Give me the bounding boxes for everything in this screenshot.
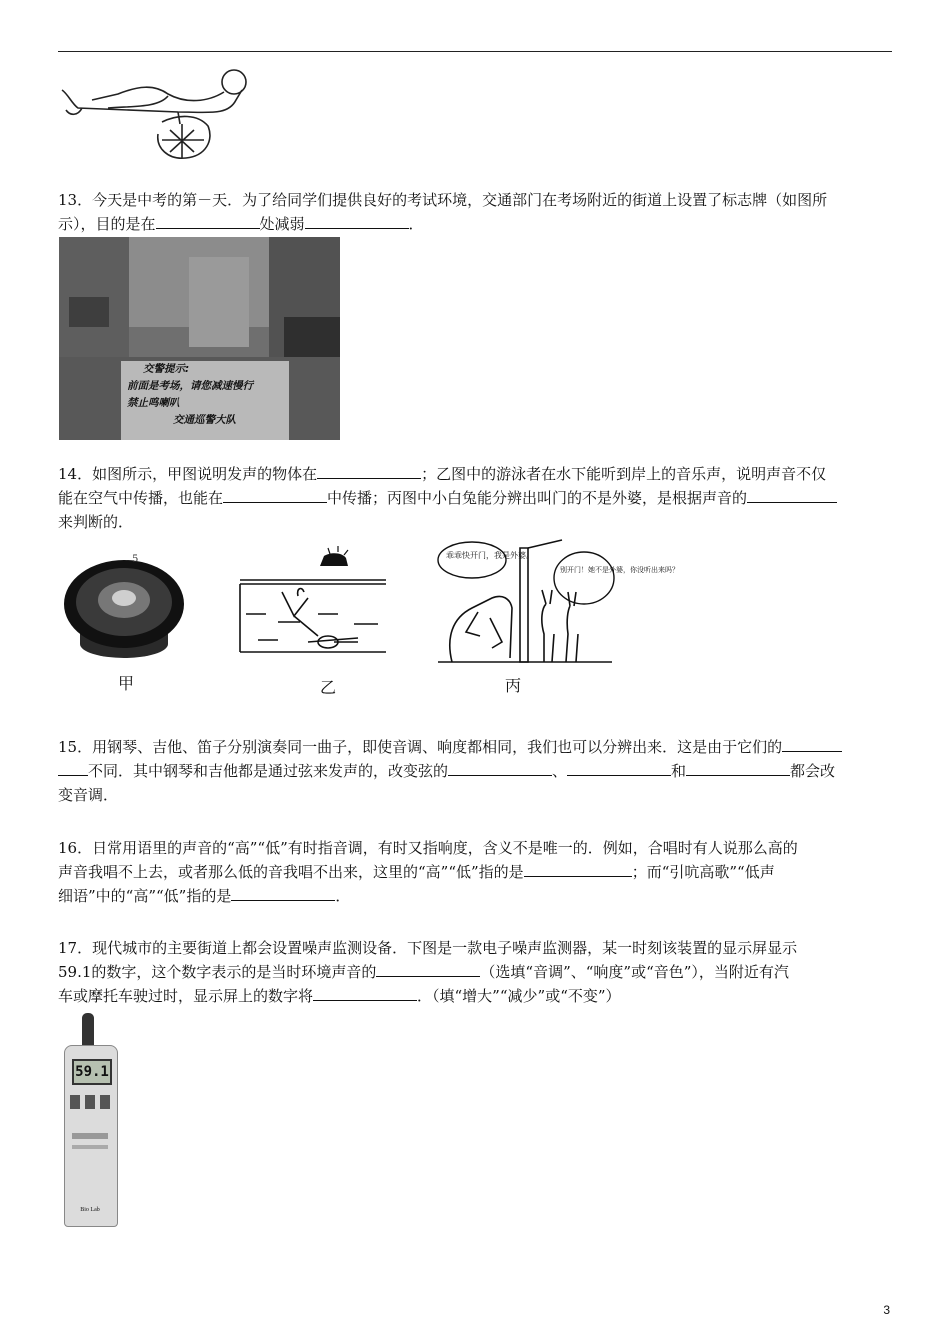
q14-line3: 来判断的．	[58, 513, 134, 531]
meter-knob-3	[100, 1095, 110, 1109]
q14-text-1: 14．如图所示，甲图说明发声的物体在	[58, 465, 318, 483]
q14-line1	[58, 462, 894, 486]
q15-line2	[58, 759, 894, 783]
speaker-figure	[62, 548, 186, 664]
q14-text-3: 能在空气中传播，也能在	[58, 489, 224, 507]
q15-line1	[58, 735, 894, 759]
q17-line1: 17．现代城市的主要街道上都会设置噪声监测设备．下图是一款电子噪声监测器，某一时刻该装置的显示屏显示	[58, 939, 798, 957]
q15-blank-4[interactable]	[686, 760, 790, 776]
question-17	[58, 936, 894, 1008]
sign-line-4: 交通巡警大队	[173, 414, 236, 426]
q16-line2	[58, 860, 894, 884]
q13-blank-2[interactable]	[305, 213, 409, 229]
q17-blank-1[interactable]	[376, 961, 480, 977]
q14-line2	[58, 486, 894, 510]
q17-text-5: ．（填“增大”“减少”或“不变”）	[417, 987, 621, 1005]
q14-text-2: ；乙图中的游泳者在水下能听到岸上的音乐声，说明声音不仅	[421, 465, 827, 483]
q13-text-d: ．	[408, 215, 424, 233]
sign-line-1: 交警提示:	[143, 363, 190, 375]
q15-text-2: 不同．其中钢琴和吉他都是通过弦来发声的，改变弦的	[88, 762, 449, 780]
q15-text-3: 、	[552, 762, 568, 780]
q16-text-3: ；而“引吭高歌”“低声	[631, 863, 775, 881]
sign-line-3: 禁止鸣喇叭	[127, 397, 180, 409]
q15-text-4: 和	[671, 762, 687, 780]
bubble-text-1: 乖乖快开门，我是外婆。	[446, 551, 534, 560]
question-16	[58, 836, 894, 908]
q16-text-2: 声音我唱不上去，或者那么低的音我唱不出来，这里的“高”“低”指的是	[58, 863, 524, 881]
q17-text-3: （选填“音调”、“响度”或“音色”），当附近有汽	[480, 963, 789, 981]
q15-blank-2[interactable]	[448, 760, 552, 776]
meter-display: 59.1	[72, 1059, 112, 1085]
page-number: 3	[883, 1303, 890, 1317]
q15-text-5: 都会改	[790, 762, 836, 780]
sign-line-2: 前面是考场，请您减速慢行	[127, 380, 253, 392]
question-14	[58, 462, 894, 534]
q15-blank-3[interactable]	[567, 760, 671, 776]
q16-line1: 16．日常用语里的声音的“高”“低”有时指音调，有时又指响度，含义不是唯一的．例如，合唱时有人说那么高的	[58, 839, 798, 857]
q16-blank-1[interactable]	[524, 861, 632, 877]
bubble-text-2: 别开门！她不是外婆，你没听出来吗？	[560, 566, 679, 574]
q14-blank-1[interactable]	[317, 463, 421, 479]
meter-brand: Bio Lab	[80, 1207, 100, 1213]
q16-text-5: ．	[335, 887, 351, 905]
q17-blank-2[interactable]	[313, 985, 417, 1001]
q15-line3: 变音调．	[58, 786, 119, 804]
reclining-person-figure	[58, 64, 254, 162]
q17-line3	[58, 984, 894, 1008]
caption-jia: 甲	[118, 674, 135, 693]
q13-line2	[58, 212, 894, 236]
svg-text:5: 5	[132, 554, 139, 565]
meter-knob-2	[85, 1095, 95, 1109]
q13-line1: 13．今天是中考的第－天．为了给同学们提供良好的考试环境，交通部门在考场附近的街道上设置了标志牌（如图所	[58, 191, 828, 209]
q17-line2	[58, 960, 894, 984]
q13-text-b: 示），目的是在	[58, 215, 156, 233]
street-sign-photo	[59, 237, 340, 440]
caption-bing: 丙	[505, 676, 522, 695]
q13-text-c: 处减弱	[259, 215, 305, 233]
q15-blank-1a[interactable]	[782, 736, 842, 752]
wolf-rabbits-cartoon	[432, 538, 679, 668]
q15-text-1: 15．用钢琴、吉他、笛子分别演奏同一曲子，即使音调、响度都相同，我们也可以分辨出来．这是由于它们的	[58, 738, 783, 756]
q13-blank-1[interactable]	[156, 213, 260, 229]
q17-text-2: 59.1的数字，这个数字表示的是当时环境声音的	[58, 963, 377, 981]
question-13	[58, 188, 894, 236]
q16-line3	[58, 884, 894, 908]
question-15	[58, 735, 894, 807]
q14-blank-2[interactable]	[223, 487, 327, 503]
caption-yi: 乙	[320, 678, 337, 697]
q15-blank-1b[interactable]	[58, 760, 88, 776]
q14-text-4: 中传播；丙图中小白兔能分辨出叫门的不是外婆，是根据声音的	[327, 489, 748, 507]
q16-blank-2[interactable]	[231, 885, 335, 901]
noise-meter-device	[60, 1013, 120, 1225]
q16-text-4: 细语”中的“高”“低”指的是	[58, 887, 232, 905]
meter-knob-1	[70, 1095, 80, 1109]
q14-blank-3[interactable]	[747, 487, 837, 503]
header-rule	[58, 51, 892, 52]
q17-text-4: 车或摩托车驶过时，显示屏上的数字将	[58, 987, 314, 1005]
swimmer-figure	[238, 552, 388, 664]
